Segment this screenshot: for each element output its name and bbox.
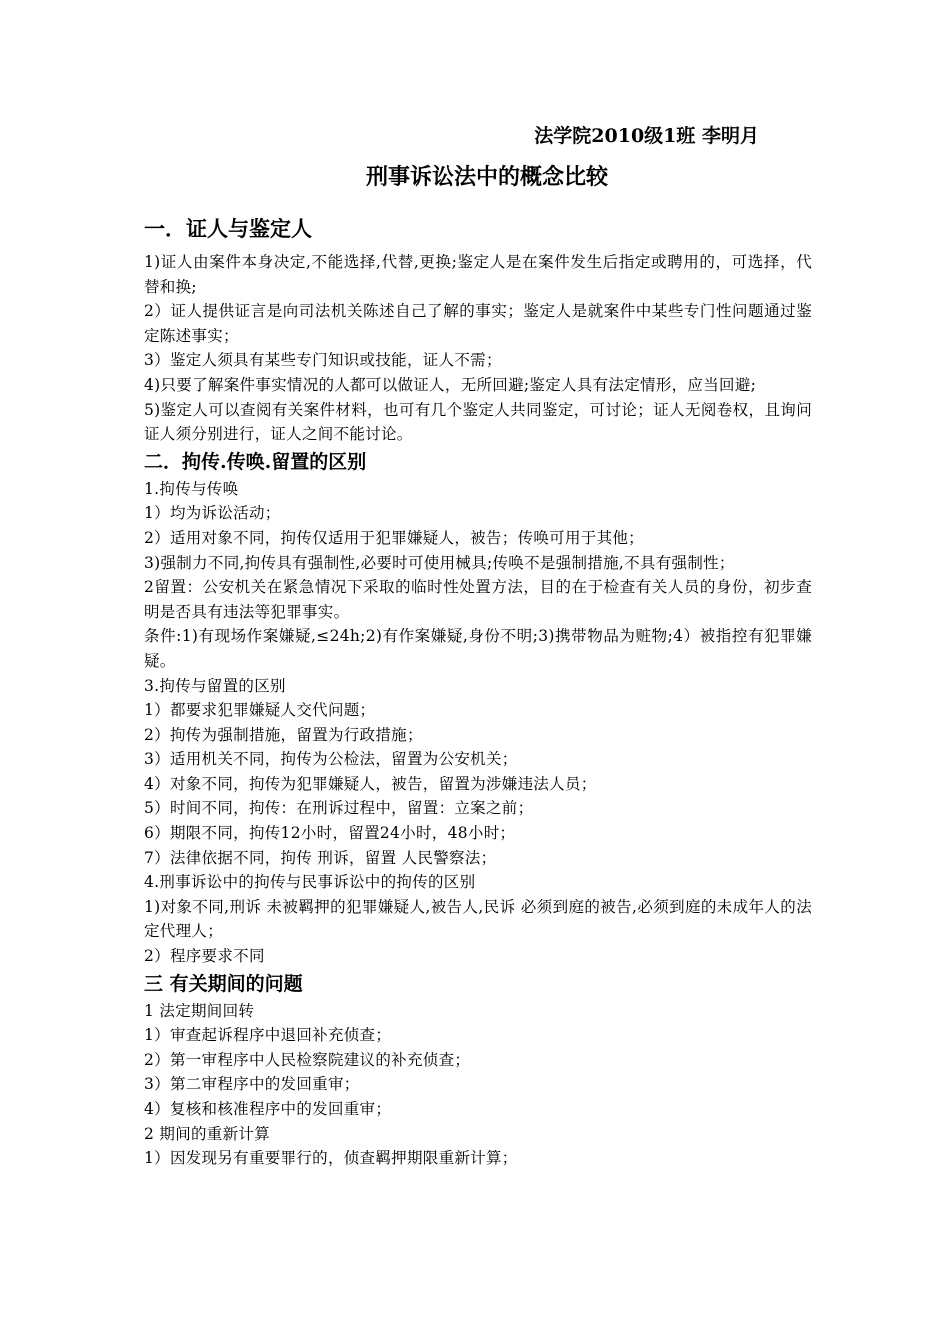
paragraph: 5)鉴定人可以查阅有关案件材料，也可有几个鉴定人共同鉴定，可讨论；证人无阅卷权，且询问证人须分别进行，证人之间不能讨论。 <box>144 400 812 444</box>
document-page <box>144 118 812 1171</box>
paragraph: 3.拘传与留置的区别 <box>144 676 286 695</box>
paragraph: 6）期限不同，拘传12小时，留置24小时，48小时； <box>144 824 516 843</box>
paragraph: 2）适用对象不同，拘传仅适用于犯罪嫌疑人，被告；传唤可用于其他； <box>144 528 644 547</box>
paragraph: 2 期间的重新计算 <box>144 1124 270 1143</box>
paragraph: 1)证人由案件本身决定,不能选择,代替,更换;鉴定人是在案件发生后指定或聘用的，可选择，代替和换; <box>144 253 812 296</box>
paragraph: 4）复核和核准程序中的发回重审； <box>144 1100 392 1118</box>
paragraph: 2）拘传为强制措施，留置为行政措施； <box>144 725 423 744</box>
author-line: 法学院2010级1班 李明月 <box>534 125 759 147</box>
paragraph: 3）鉴定人须具有某些专门知识或技能，证人不需； <box>144 351 502 370</box>
paragraph: 条件:1)有现场作案嫌疑,≤24h;2)有作案嫌疑,身份不明;3)携带物品为赃物;4）被指控有犯罪嫌疑。 <box>144 627 812 670</box>
paragraph: 1）因发现另有重要罪行的，侦查羁押期限重新计算； <box>144 1149 518 1168</box>
paragraph: 7）法律依据不同，拘传 刑诉，留置 人民警察法； <box>144 848 497 867</box>
paragraph: 2）程序要求不同 <box>144 947 265 966</box>
section-heading-3: 三 有关期间的问题 <box>144 972 303 995</box>
paragraph: 1）都要求犯罪嫌疑人交代问题； <box>144 701 376 720</box>
paragraph: 2留置：公安机关在紧急情况下采取的临时性处置方法，目的在于检查有关人员的身份，初步查明是否具有违法等犯罪事实。 <box>144 578 812 621</box>
section-heading-1: 一．证人与鉴定人 <box>144 216 312 241</box>
paragraph: 1.拘传与传唤 <box>144 479 239 498</box>
section-heading-2: 二．拘传.传唤.留置的区别 <box>144 450 367 473</box>
paragraph: 2）第一审程序中人民检察院建议的补充侦查； <box>144 1050 471 1069</box>
paragraph: 4）对象不同，拘传为犯罪嫌疑人，被告，留置为涉嫌违法人员； <box>144 774 597 793</box>
paragraph: 1 法定期间回转 <box>144 1001 255 1020</box>
paragraph: 3)强制力不同,拘传具有强制性,必要时可使用械具;传唤不是强制措施,不具有强制性； <box>144 553 735 572</box>
paragraph: 1)对象不同,刑诉 未被羁押的犯罪嫌疑人,被告人,民诉 必须到庭的被告,必须到庭的未成年人的法定代理人； <box>144 897 812 941</box>
paragraph: 5）时间不同，拘传：在刑诉过程中，留置：立案之前； <box>144 799 534 818</box>
document-title: 刑事诉讼法中的概念比较 <box>365 164 608 190</box>
paragraph: 1）均为诉讼活动； <box>144 504 281 523</box>
paragraph: 4)只要了解案件事实情况的人都可以做证人，无所回避;鉴定人具有法定情形，应当回避; <box>144 375 757 394</box>
paragraph: 3）适用机关不同，拘传为公检法，留置为公安机关； <box>144 750 518 769</box>
paragraph: 4.刑事诉讼中的拘传与民事诉讼中的拘传的区别 <box>144 873 476 892</box>
paragraph: 3）第二审程序中的发回重审； <box>144 1075 360 1094</box>
paragraph: 2）证人提供证言是向司法机关陈述自己了解的事实；鉴定人是就案件中某些专门性问题通过鉴定陈述事实； <box>144 302 812 345</box>
paragraph: 1）审查起诉程序中退回补充侦查； <box>144 1026 392 1045</box>
